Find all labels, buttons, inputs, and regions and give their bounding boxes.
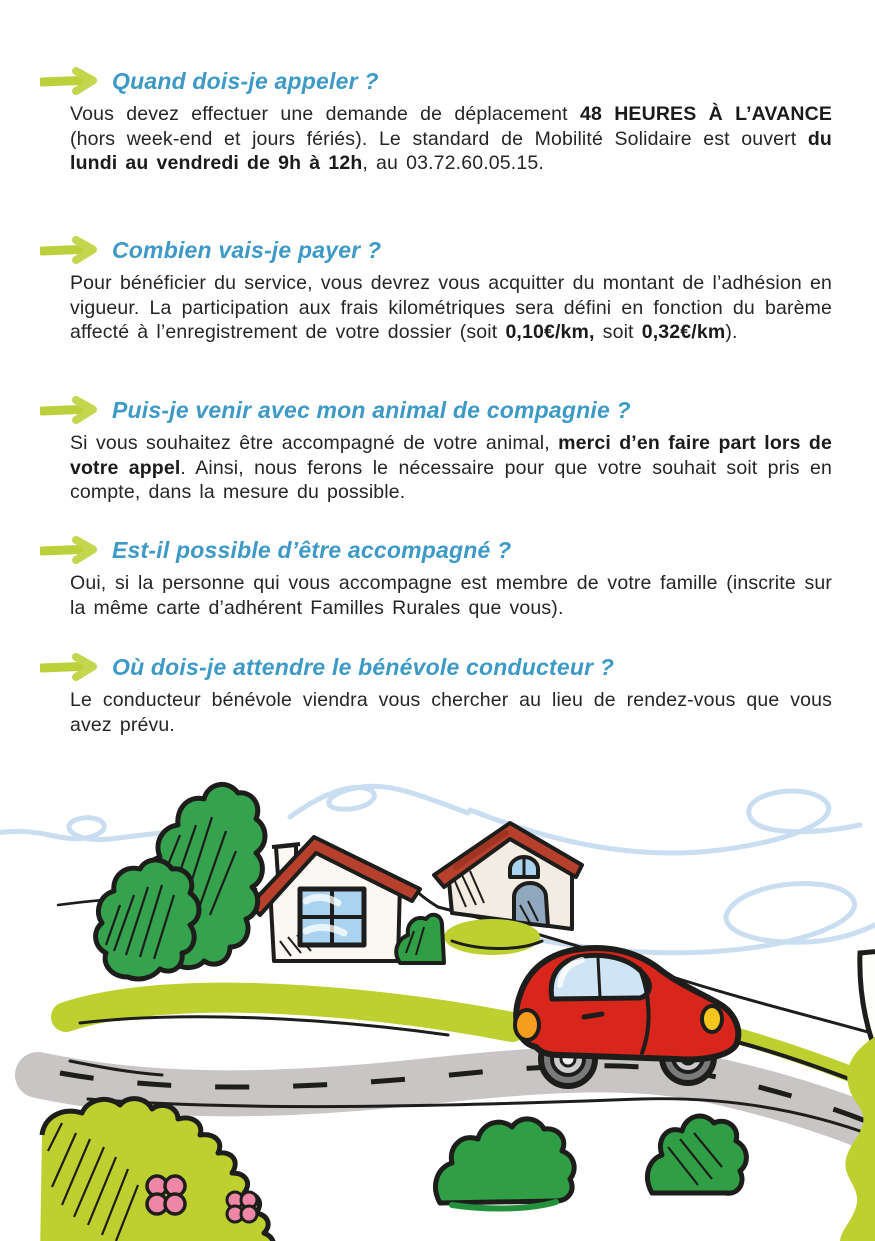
- faq-head: [40, 66, 835, 96]
- taillight-icon: [702, 1006, 722, 1032]
- headlight-icon: [515, 1010, 539, 1040]
- window-icon: [300, 889, 364, 945]
- faq-section: [40, 535, 835, 620]
- green-bush-icon: [647, 1116, 746, 1193]
- faq-section: [40, 66, 835, 176]
- trees-icon: [96, 784, 265, 978]
- faq-answer: Pour bénéficier du service, vous devrez vous acquitter du montant de l’adhésion en vigueur. La participation aux frais kilométriques sera défini en fonction du barème affecté à l’enregistrement de votre dossier (soit 0,10€/km, soit 0,32€/km).: [70, 272, 832, 344]
- faq-question: Est-il possible d’être accompagné ?: [112, 537, 512, 563]
- flower-bush-icon: [40, 1099, 274, 1241]
- arrow-icon: [40, 236, 104, 264]
- arrow-icon: [40, 67, 104, 95]
- faq-answer: Vous devez effectuer une demande de déplacement 48 HEURES À L’AVANCE (hors week-end et jours fériés). Le standard de Mobilité Solidaire est ouvert du lundi au vendredi de 9h à 12h, au 03.72.60.05.15.: [70, 103, 832, 175]
- faq-question: Combien vais-je payer ?: [112, 237, 382, 263]
- arrow-icon: [40, 396, 104, 424]
- faq-answer: Le conducteur bénévole viendra vous chercher au lieu de rendez-vous que vous avez prévu.: [70, 689, 832, 736]
- faq-head: [40, 535, 835, 565]
- house-large: [250, 837, 420, 961]
- faq-section: [40, 652, 835, 737]
- faq-head: [40, 652, 835, 682]
- faq-section: [40, 395, 835, 505]
- arrow-icon: [40, 653, 104, 681]
- arched-window-icon: [510, 857, 538, 877]
- faq-answer: Oui, si la personne qui vous accompagne est membre de votre famille (inscrite sur la même carte d’adhérent Familles Rurales que vous).: [70, 572, 832, 619]
- faq-head: [40, 395, 835, 425]
- faq-answer: Si vous souhaitez être accompagné de votre animal, merci d’en faire part lors de votre appel. Ainsi, nous ferons le nécessaire pour que votre souhait soit pris en compte, dans la mesure du possible.: [70, 432, 832, 504]
- green-bush-icon: [436, 1119, 575, 1209]
- faq-head: [40, 235, 835, 265]
- faq-question: Où dois-je attendre le bénévole conducteur ?: [112, 654, 615, 680]
- countryside-illustration: [0, 755, 875, 1241]
- arrow-icon: [40, 536, 104, 564]
- faq-section: [40, 235, 835, 345]
- faq-question: Puis-je venir avec mon animal de compagnie ?: [112, 397, 631, 423]
- grass-strip: [66, 998, 512, 1035]
- roadside-post: [860, 951, 875, 1041]
- small-bush-icon: [396, 915, 444, 963]
- faq-question: Quand dois-je appeler ?: [112, 68, 379, 94]
- door-icon: [514, 883, 548, 926]
